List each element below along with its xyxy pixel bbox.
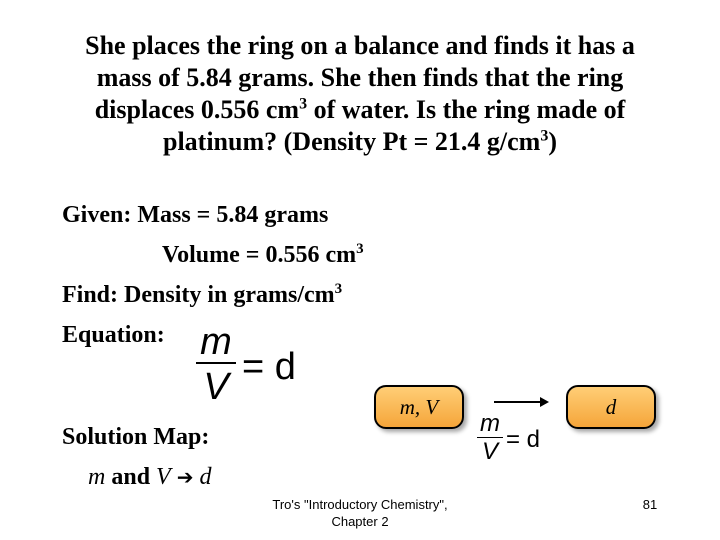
- page-number: 81: [642, 497, 658, 512]
- solution-map-equation: [477, 410, 541, 466]
- problem-line-4: platinum? (Density Pt = 21.4 $g/cm^3$): [162, 127, 558, 156]
- small-numerator: m: [480, 410, 500, 437]
- right-arrow-icon: ➔: [176, 465, 194, 489]
- density-equation: [196, 321, 296, 410]
- given-mass: Given: Mass = 5.84 grams: [62, 202, 329, 228]
- equation-denominator: V: [203, 366, 229, 408]
- small-denominator: V: [481, 438, 498, 465]
- problem-statement: [30, 30, 690, 158]
- solution-map-text: m and V ➔ d: [88, 464, 212, 490]
- equation-label: Equation:: [62, 322, 165, 348]
- problem-line-3: displaces 0.556 $cm^3$ of water. Is the ring made of: [94, 95, 626, 124]
- equation-result: = d: [242, 346, 296, 388]
- solution-map-box-d: d: [566, 385, 656, 429]
- small-equation-result: = d: [506, 426, 541, 453]
- source-citation: [240, 496, 480, 530]
- solution-map-label: Solution Map:: [62, 424, 210, 450]
- solution-map-arrowhead: [540, 397, 549, 407]
- problem-line-1: She places the ring on a balance and finds it has a: [85, 31, 635, 60]
- find-line: Find: Density in grams/$cm^3$: [62, 281, 343, 308]
- source-line-1: Tro's "Introductory Chemistry",: [272, 497, 448, 512]
- given-volume: Volume = 0.556 $cm^3$: [162, 241, 364, 268]
- solution-map-arrow: [494, 401, 542, 403]
- equation-numerator: m: [200, 321, 232, 363]
- source-line-2: Chapter 2: [331, 514, 389, 529]
- solution-map-box-mv: m, V: [374, 385, 464, 429]
- problem-line-2: mass of 5.84 grams. She then finds that the ring: [96, 63, 624, 92]
